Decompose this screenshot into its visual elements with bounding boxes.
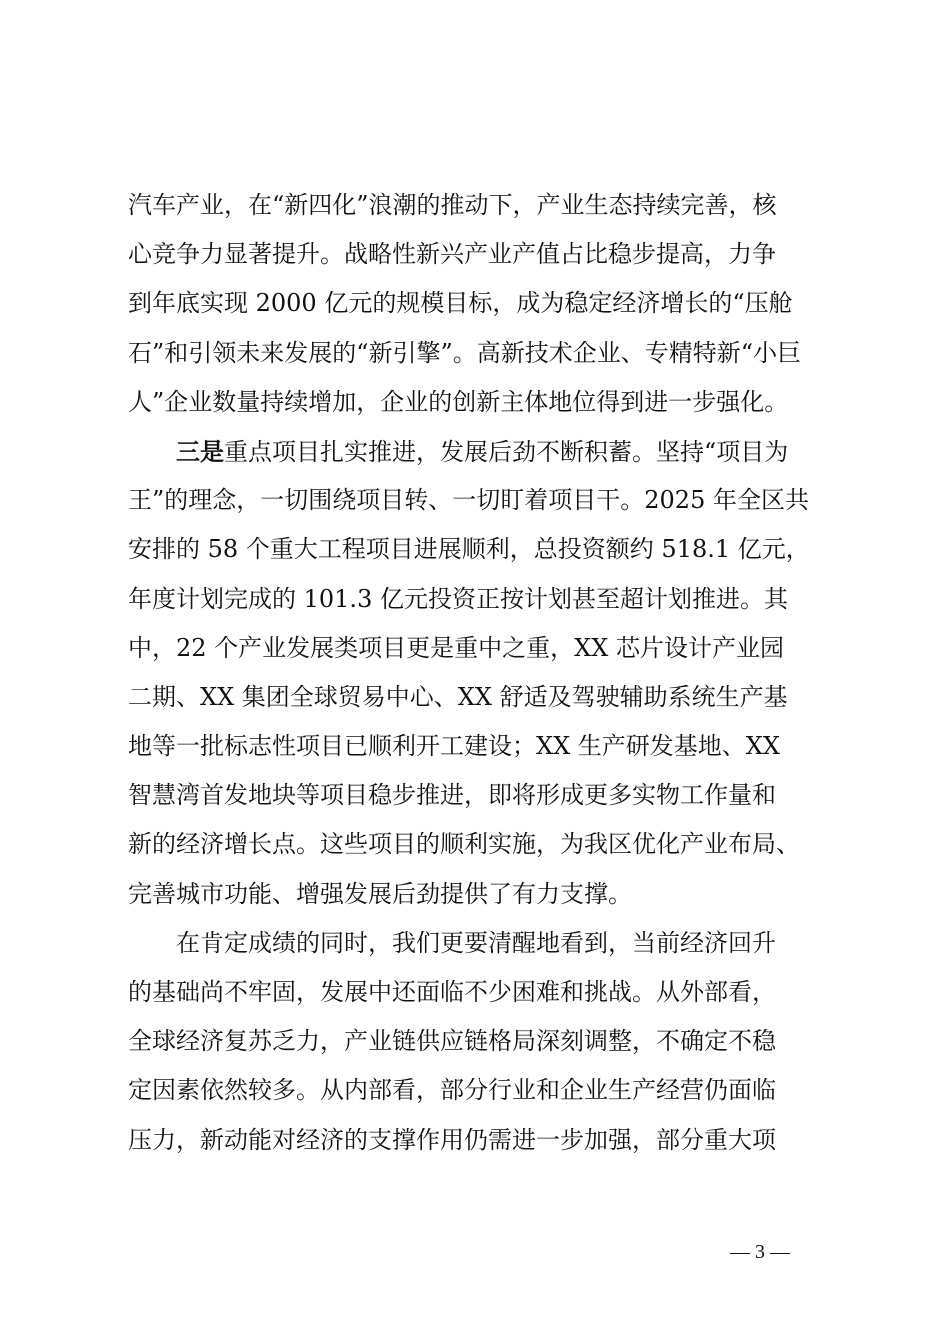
text-line: 地等一批标志性项目已顺利开工建设；XX 生产研发基地、XX: [128, 732, 780, 761]
text-line-first: [128, 427, 848, 476]
text-line: 中，22 个产业发展类项目更是重中之重，XX 芯片设计产业园: [128, 633, 784, 662]
paragraph-3: [128, 919, 848, 1165]
page-number: — 3 —: [730, 1241, 790, 1263]
text-line: 心竞争力显著提升。战略性新兴产业产值占比稳步提高，力争: [128, 240, 776, 269]
document-body: [128, 181, 848, 1165]
text-line-first: 在肯定成绩的同时，我们更要清醒地看到，当前经济回升: [176, 928, 776, 957]
text-line: 安排的 58 个重大工程项目进展顺利，总投资额约 518.1 亿元，: [128, 535, 810, 564]
text-line: 智慧湾首发地块等项目稳步推进，即将形成更多实物工作量和: [128, 781, 776, 810]
text-line: 二期、XX 集团全球贸易中心、XX 舒适及驾驶辅助系统生产基: [128, 682, 788, 711]
text-line: 定因素依然较多。从内部看，部分行业和企业生产经营仍面临: [128, 1076, 776, 1105]
paragraph-1: [128, 181, 848, 427]
text-line: 压力，新动能对经济的支撑作用仍需进一步加强，部分重大项: [128, 1125, 776, 1154]
text-line: 人”企业数量持续增加，企业的创新主体地位得到进一步强化。: [128, 387, 789, 416]
text-line: 新的经济增长点。这些项目的顺利实施，为我区优化产业布局、: [128, 830, 800, 859]
text-line: 汽车产业，在“新四化”浪潮的推动下，产业生态持续完善，核: [128, 191, 777, 219]
text-line: 年度计划完成的 101.3 亿元投资正按计划甚至超计划推进。其: [128, 584, 788, 613]
text-line: 王”的理念，一切围绕项目转、一切盯着项目干。2025 年全区共: [128, 486, 809, 515]
text-line: 石”和引领未来发展的“新引擎”。高新技术企业、专精特新“小巨: [128, 338, 802, 367]
text-line-rest: 重点项目扎实推进，发展后劲不断积蓄。坚持“项目为: [224, 437, 789, 466]
text-line: 完善城市功能、增强发展后劲提供了有力支撑。: [128, 879, 632, 908]
text-line: 的基础尚不牢固，发展中还面临不少困难和挑战。从外部看，: [128, 978, 776, 1006]
paragraph-lead-bold: 三是: [176, 436, 224, 466]
text-line: 全球经济复苏乏力，产业链供应链格局深刻调整，不确定不稳: [128, 1027, 776, 1056]
text-line: 到年底实现 2000 亿元的规模目标，成为稳定经济增长的“压舱: [128, 289, 793, 318]
paragraph-2: [128, 427, 848, 919]
